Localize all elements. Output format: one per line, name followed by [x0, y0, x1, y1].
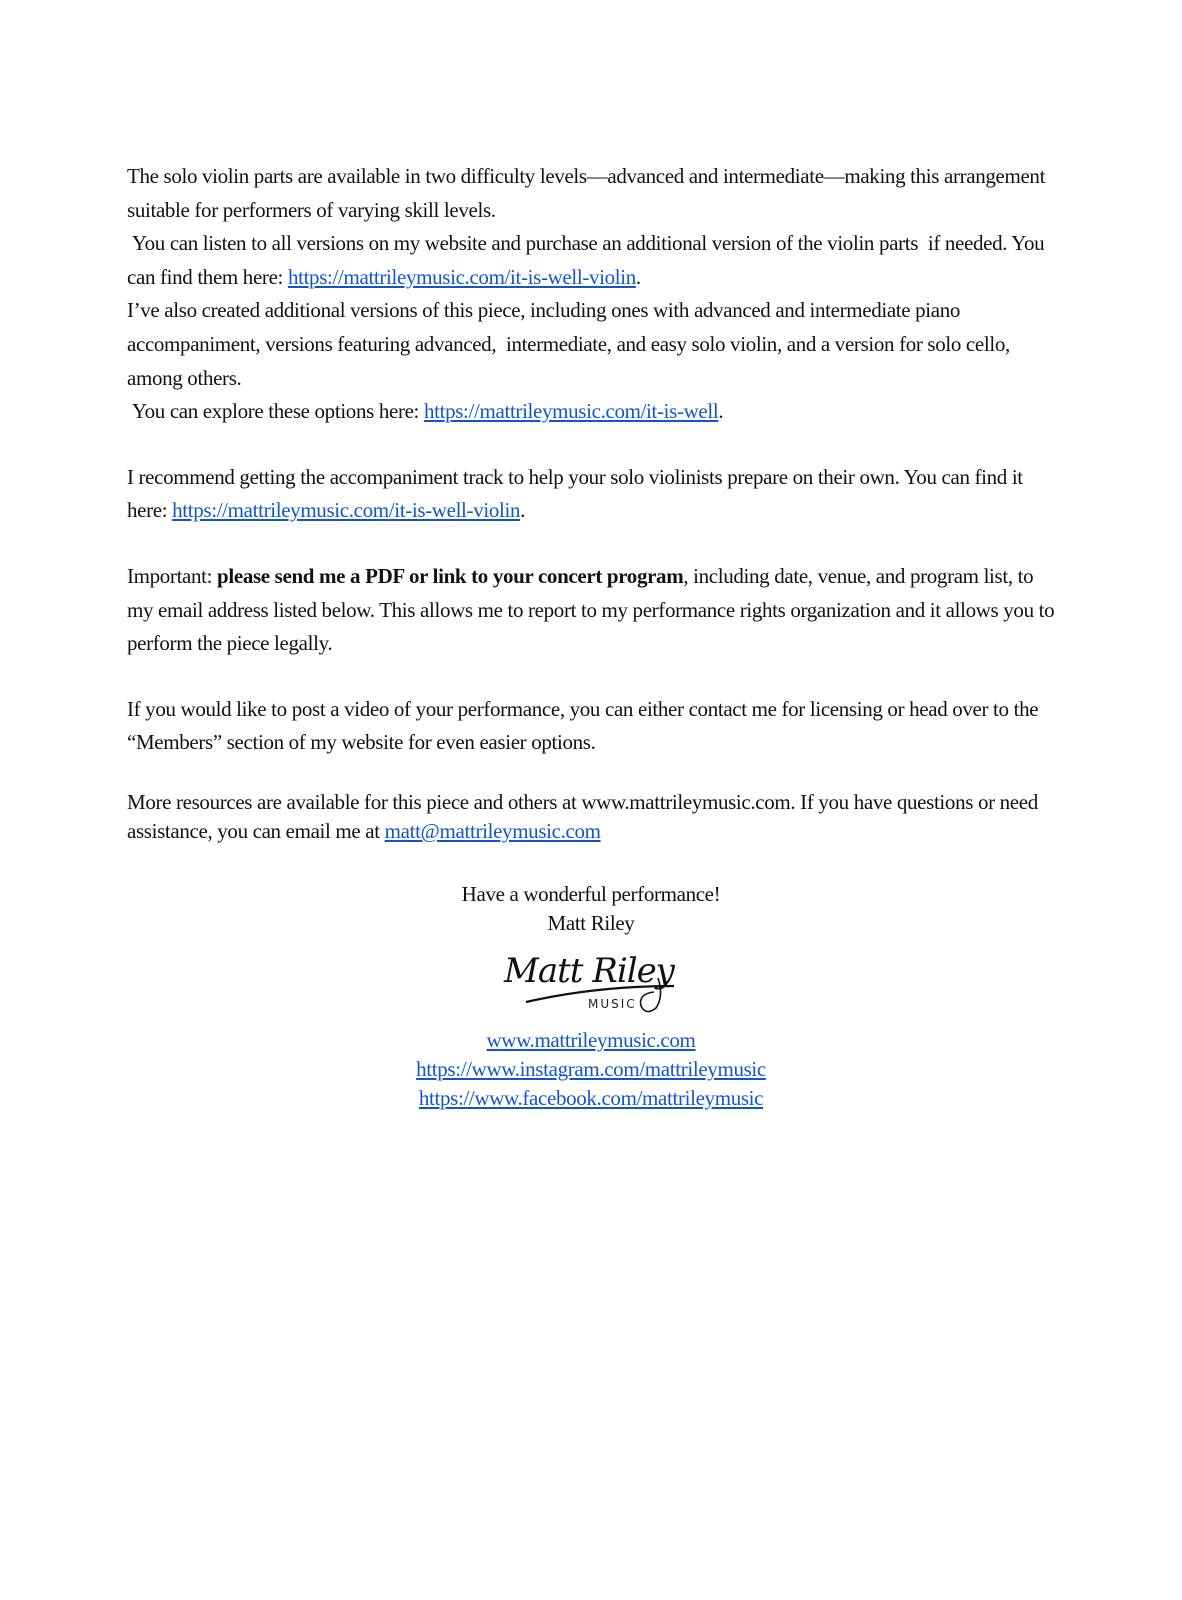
text-resources: More resources are available for this piece and others at www.mattrileymusic.com. If you have questions or need assistance, you can email me at — [127, 789, 1038, 843]
text-important-label: Important: — [127, 563, 218, 588]
paragraph-video — [127, 693, 1057, 760]
link-it-is-well[interactable]: https://mattrileymusic.com/it-is-well — [423, 399, 719, 424]
text-listen-versions: You can listen to all versions on my website and purchase an additional version of the violin parts if needed. You can find them here: — [127, 231, 1050, 289]
spacer — [127, 528, 1057, 560]
link-facebook[interactable]: https://www.facebook.com/mattrileymusic — [418, 1086, 764, 1110]
text-additional-versions: I’ve also created additional versions of this piece, including ones with advanced and intermediate piano accompaniment, versions featuring advanced, intermediate, and easy solo violin, and a version for solo cello, among others. — [127, 298, 1015, 390]
link-instagram[interactable]: https://www.instagram.com/mattrileymusic — [416, 1057, 766, 1081]
closing-section — [0, 880, 1182, 1113]
link-accompaniment-track[interactable]: https://mattrileymusic.com/it-is-well-violin — [172, 498, 521, 523]
text-explore-options: You can explore these options here: — [127, 399, 424, 424]
text-important-bold: please send me a PDF or link to your concert program — [217, 563, 684, 588]
author-name: Matt Riley — [547, 911, 635, 935]
spacer — [127, 661, 1057, 693]
link-it-is-well-violin[interactable]: https://mattrileymusic.com/it-is-well-violin — [287, 264, 636, 289]
matt-riley-music-logo — [496, 942, 686, 1020]
text-difficulty-levels: The solo violin parts are available in two difficulty levels—advanced and intermediate—making this arrangement suitable for performers of varying skill levels. — [127, 164, 1046, 222]
punctuation: . — [520, 498, 525, 523]
logo-script-text: Matt Riley — [504, 951, 674, 991]
logo-music-text: MUSIC — [588, 997, 637, 1011]
spacer — [127, 429, 1057, 461]
paragraph-violin-parts — [127, 160, 1057, 429]
text-video-licensing: If you would like to post a video of your performance, you can either contact me for licensing or head over to the “Members” section of my website for even easier options. — [127, 696, 1039, 755]
paragraph-resources — [127, 788, 1057, 846]
document-body — [127, 160, 1057, 846]
punctuation: . — [635, 264, 641, 289]
link-email[interactable]: matt@mattrileymusic.com — [384, 818, 601, 843]
spacer — [127, 760, 1057, 788]
text-important-rest: , including date, venue, and program list, to my email address listed below. This allows me to report to my performance rights organization and it allows you to perform the piece legally. — [127, 563, 1055, 656]
farewell-text: Have a wonderful performance! — [461, 882, 721, 906]
footer-links — [0, 1026, 1182, 1113]
link-website[interactable]: www.mattrileymusic.com — [486, 1028, 696, 1052]
punctuation: . — [718, 399, 724, 424]
paragraph-accompaniment — [127, 461, 1057, 528]
paragraph-important — [127, 560, 1057, 661]
text-accompaniment: I recommend getting the accompaniment track to help your solo violinists prepare on their own. You can find it here: — [127, 464, 1023, 523]
